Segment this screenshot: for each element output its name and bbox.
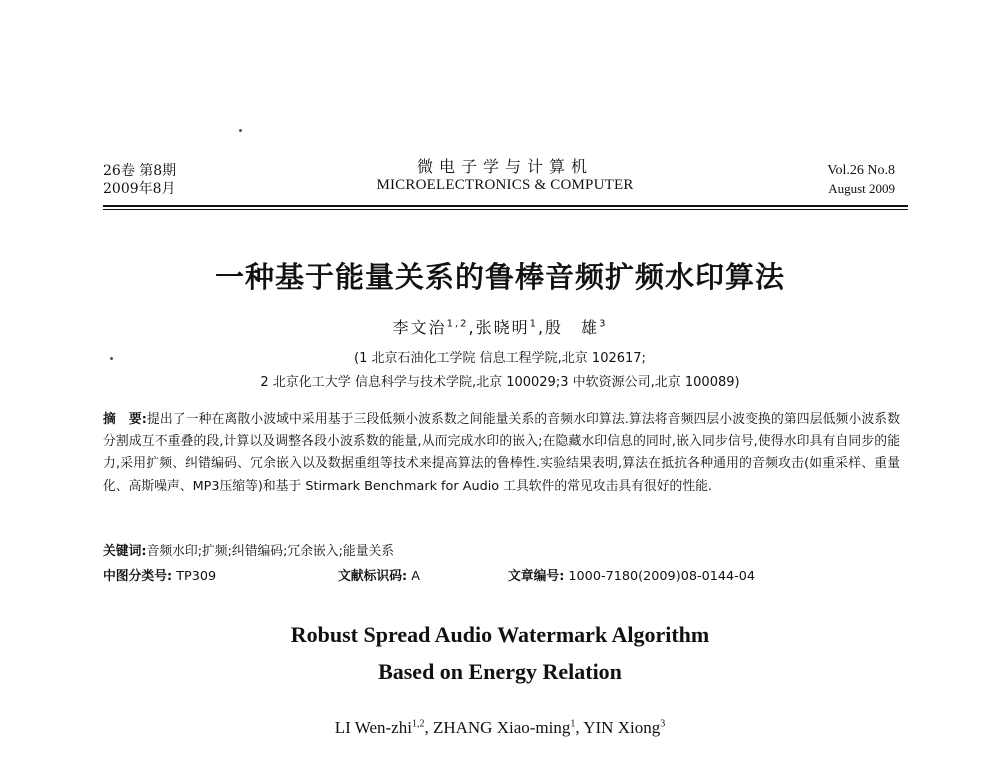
doc-label: 文献标识码:: [338, 569, 408, 584]
paper-title-en-line: Based on Energy Relation: [378, 659, 622, 684]
volume-cn: 26卷 第8期: [103, 163, 177, 179]
author-separator: ,: [424, 718, 429, 737]
keywords-label: 关键词:: [103, 544, 147, 559]
affiliation-line: (1 北京石油化工学院 信息工程学院,北京 102617;: [354, 351, 646, 366]
author-name: 张晓明: [475, 318, 530, 337]
header-rule-thick: [103, 205, 908, 207]
paper-title-en-line: Robust Spread Audio Watermark Algorithm: [290, 622, 710, 647]
volume-en: Vol.26 No.8: [827, 163, 895, 178]
journal-name-en: MICROELECTRONICS & COMPUTER: [376, 177, 634, 193]
header-rule-thin: [103, 209, 908, 210]
author-affil-mark: 1: [529, 318, 538, 330]
abstract: [103, 409, 900, 498]
article-value: 1000-7180(2009)08-0144-04: [568, 569, 756, 584]
clc-code: [103, 565, 216, 584]
date-en: August 2009: [828, 181, 895, 196]
author-name: 殷 雄: [545, 318, 600, 337]
author-affil-mark: 1,2: [446, 318, 469, 330]
journal-name-cn: 微电子学与计算机: [416, 157, 593, 176]
doc-code: [338, 565, 420, 584]
author-separator: ,: [468, 318, 476, 337]
author-affil-mark: 3: [660, 718, 666, 730]
doc-value: A: [411, 569, 420, 584]
scan-speck: [239, 129, 242, 132]
author-affil-mark: 1: [570, 718, 576, 730]
author-list-cn: [0, 315, 1000, 338]
article-label: 文章编号:: [508, 569, 565, 584]
date-cn: 2009年8月: [103, 181, 176, 197]
clc-label: 中图分类号:: [103, 569, 173, 584]
author-separator: ,: [575, 718, 580, 737]
issue-info-en: [827, 162, 895, 198]
author-affil-mark: 3: [599, 318, 608, 330]
author-name: ZHANG Xiao-ming: [432, 718, 571, 737]
journal-name: [300, 158, 710, 194]
keywords: [103, 540, 394, 559]
paper-title-cn: 一种基于能量关系的鲁棒音频扩频水印算法: [214, 260, 785, 294]
abstract-text: 提出了一种在离散小波域中采用基于三段低频小波系数之间能量关系的音频水印算法.算法将音频四层小波变换的第四层低频小波系数分割成互不重叠的段,计算以及调整各段小波系数的能量,从而完成水印的嵌入;在隐藏水印信息的同时,嵌入同步信号,使得水印具有自同步的能力,采用扩频、纠错编码、冗余嵌入以及数据重组等技术来提高算法的鲁棒性.实验结果表明,算法在抵抗各种通用的音频攻击(如重采样、重量化、高斯噪声、MP3压缩等)和基于 Stirmark Benchmark for Audio 工具软件的常见攻击具有很好的性能.: [103, 412, 900, 494]
author-name: YIN Xiong: [583, 718, 661, 737]
issue-info-cn: [103, 162, 303, 198]
author-name: LI Wen-zhi: [334, 718, 412, 737]
clc-value: TP309: [176, 569, 217, 584]
affiliation-line: 2 北京化工大学 信息科学与技术学院,北京 100029;3 中软资源公司,北京 100089): [260, 375, 740, 390]
author-list-en: [0, 718, 1000, 738]
author-affil-mark: 1,2: [411, 718, 425, 730]
article-id: [508, 565, 755, 584]
keywords-text: 音频水印;扩频;纠错编码;冗余嵌入;能量关系: [146, 544, 395, 559]
author-name: 李文治: [392, 318, 447, 337]
abstract-label: 摘 要:: [103, 412, 147, 427]
author-separator: ,: [537, 318, 546, 337]
